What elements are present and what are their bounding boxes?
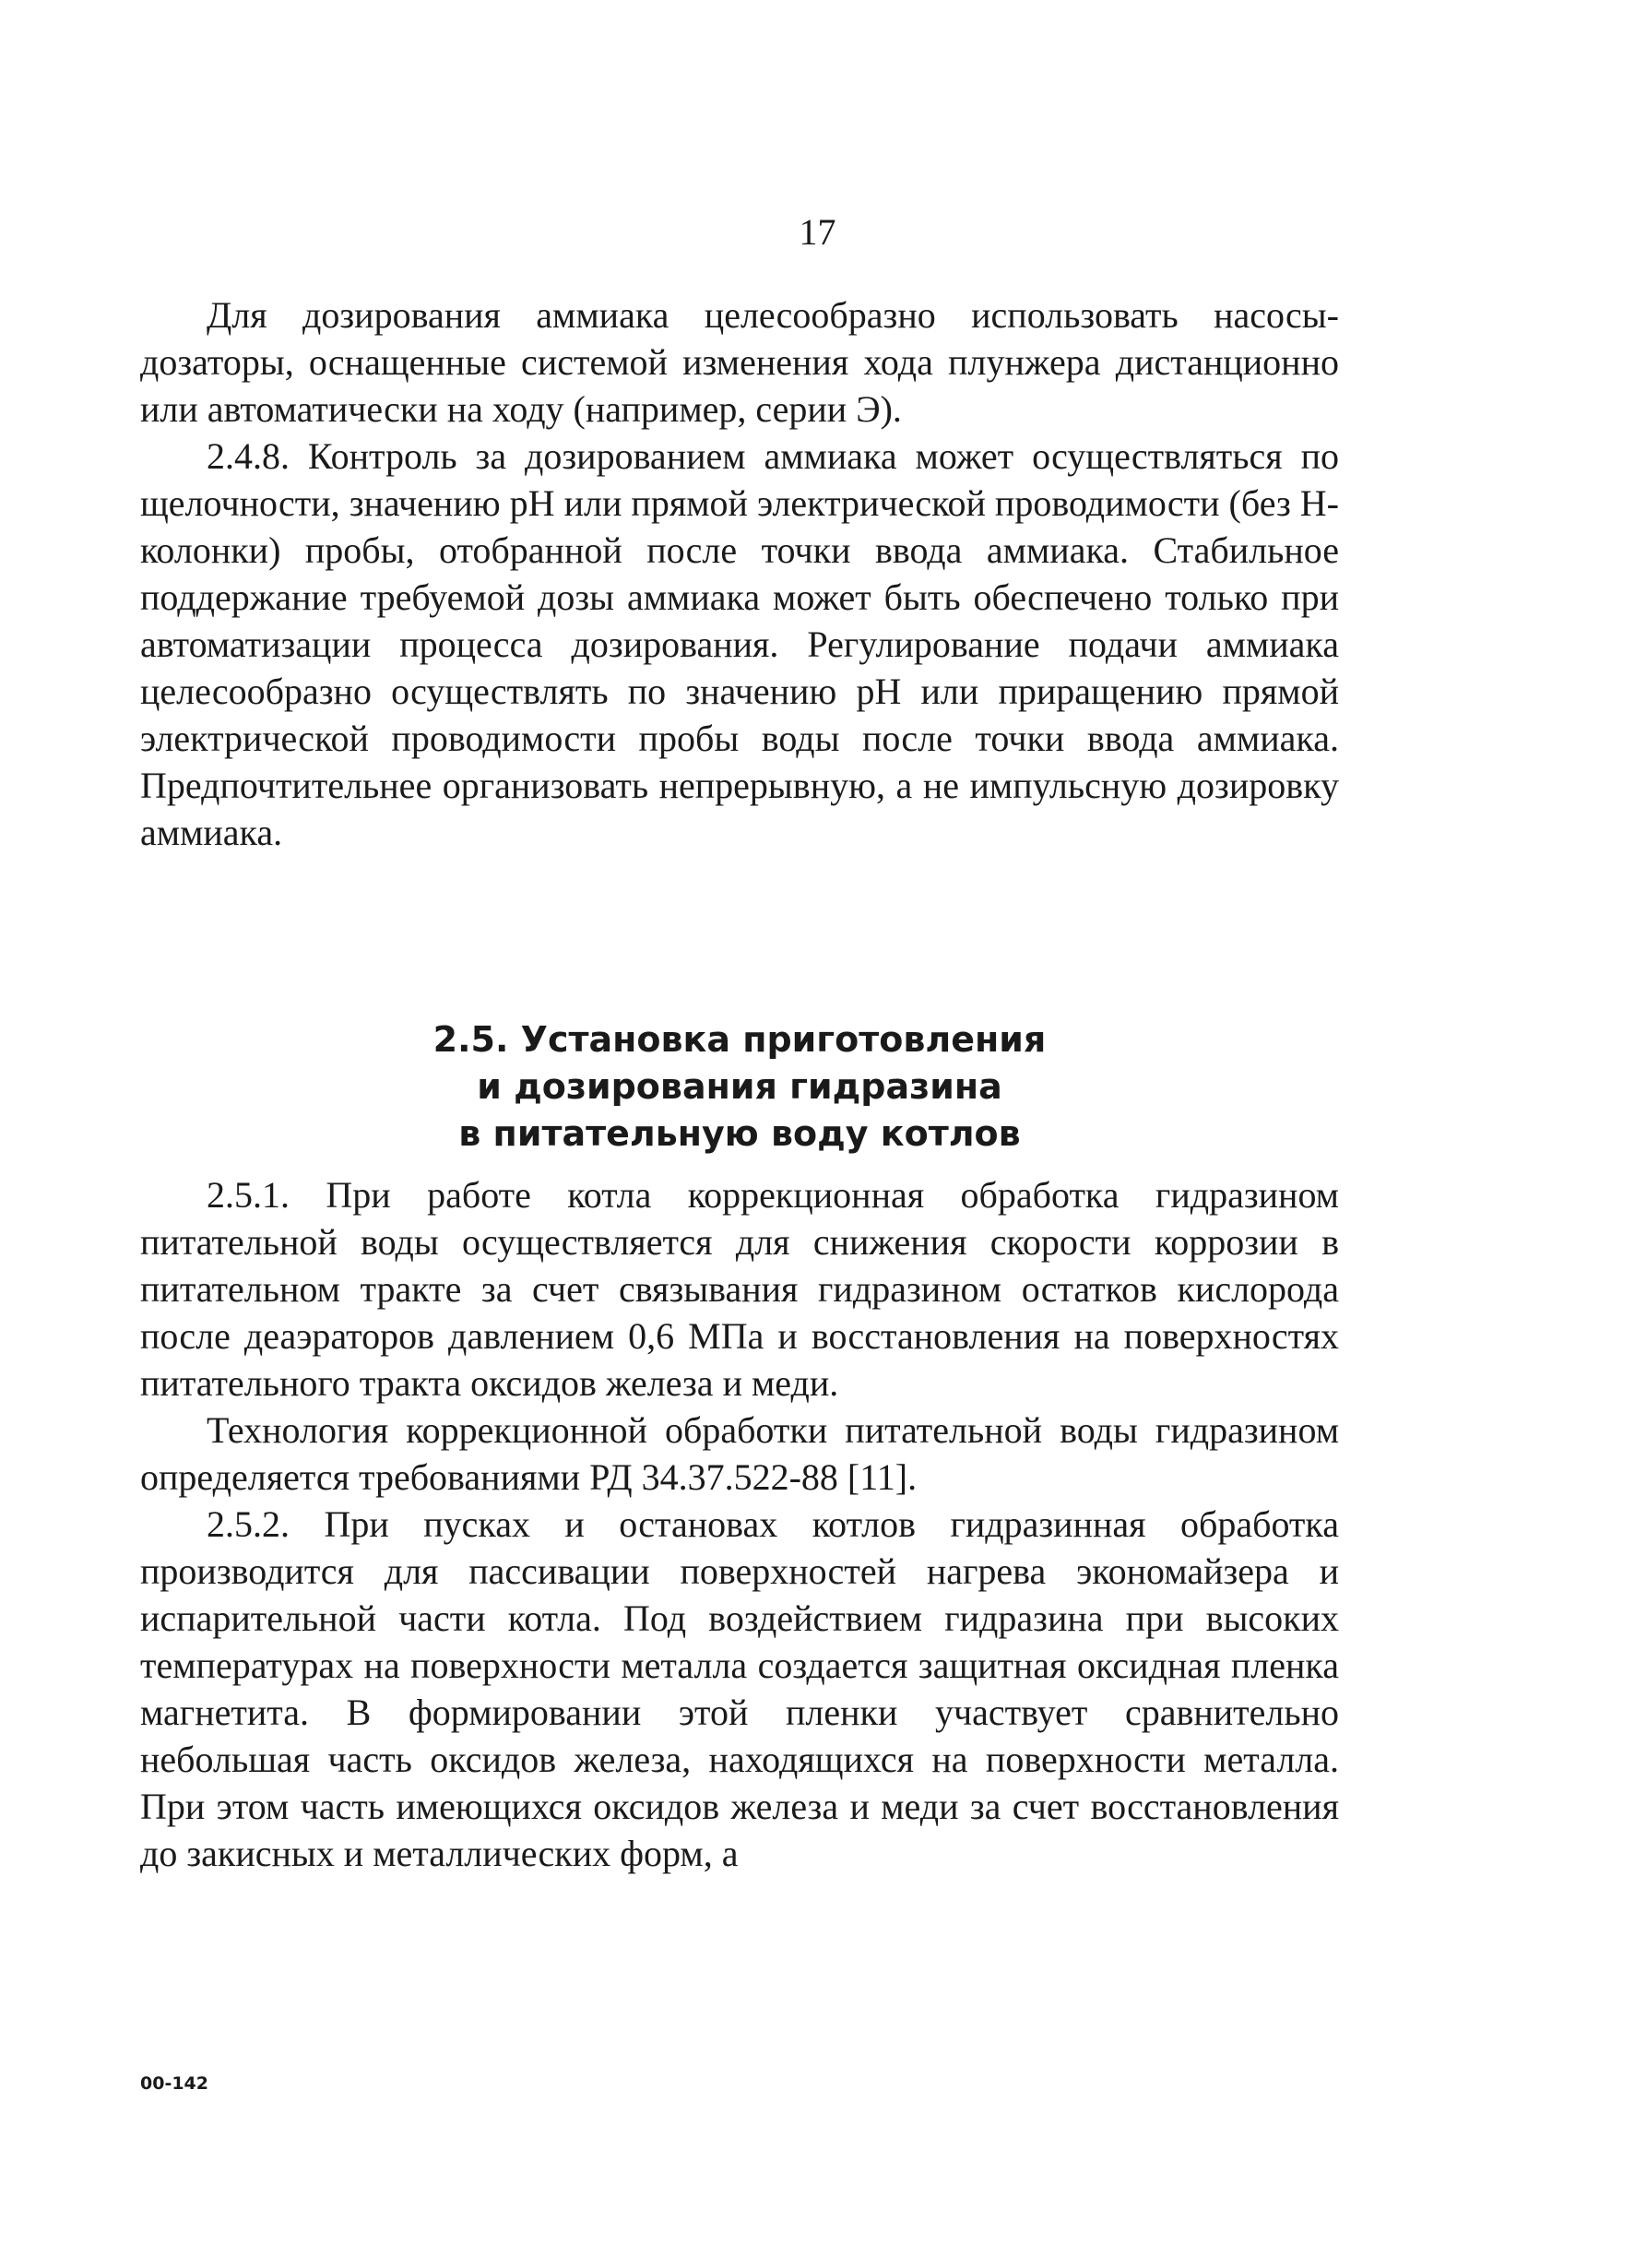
section-heading-line-2: и дозирования гидразина — [477, 1066, 1002, 1107]
section-heading-2-5 — [140, 1016, 1339, 1158]
footer-code: 00-142 — [140, 2073, 208, 2094]
paragraph-2-5-1: 2.5.1. При работе котла коррекционная обработка гидразином питательной воды осуществляется для снижения скорости коррозии в питательном тракте за счет связывания гидразином остатков кислорода после деаэраторов давлением 0,6 МПа и восстановления на поверхностях питательного тракта оксидов железа и меди. — [140, 1174, 1339, 1404]
text-block-ammonia — [140, 291, 1339, 856]
section-heading-line-1: 2.5. Установка приготовления — [432, 1019, 1047, 1060]
page-number: 17 — [799, 211, 836, 253]
paragraph-ammonia-pumps: Для дозирования аммиака целесообразно использовать насосы-дозаторы, оснащенные системой изменения хода плунжера дистанционно или автоматически на ходу (например, серии Э). — [140, 294, 1339, 430]
section-heading-line-3: в питательную воду котлов — [458, 1113, 1021, 1154]
paragraph-2-5-2: 2.5.2. При пусках и остановах котлов гидразинная обработка производится для пассивации поверхностей нагрева экономайзера и испарительной части котла. Под воздействием гидразина при высоких температурах на поверхности металла создается защитная оксидная пленка магнетита. В формировании этой пленки участвует сравнительно небольшая часть оксидов железа, находящихся на поверхности металла. При этом часть имеющихся оксидов железа и меди за счет восстановления до закисных и металлических форм, а — [140, 1503, 1339, 1874]
text-block-hydrazine — [140, 1171, 1339, 1877]
paragraph-2-4-8: 2.4.8. Контроль за дозированием аммиака может осуществляться по щелочности, значению pH или прямой электрической проводимости (без Н-колонки) пробы, отобранной после точки ввода аммиака. Стабильное поддержание требуемой дозы аммиака может быть обеспечено только при автоматизации процесса дозирования. Регулирование подачи аммиака целесообразно осуществлять по значению pH или приращению прямой электрической проводимости пробы воды после точки ввода аммиака. Предпочтительнее организовать непрерывную, а не импульсную дозировку аммиака. — [140, 435, 1339, 853]
paragraph-technology: Технология коррекционной обработки питательной воды гидразином определяется требованиями РД 34.37.522-88 [11]. — [140, 1409, 1339, 1498]
